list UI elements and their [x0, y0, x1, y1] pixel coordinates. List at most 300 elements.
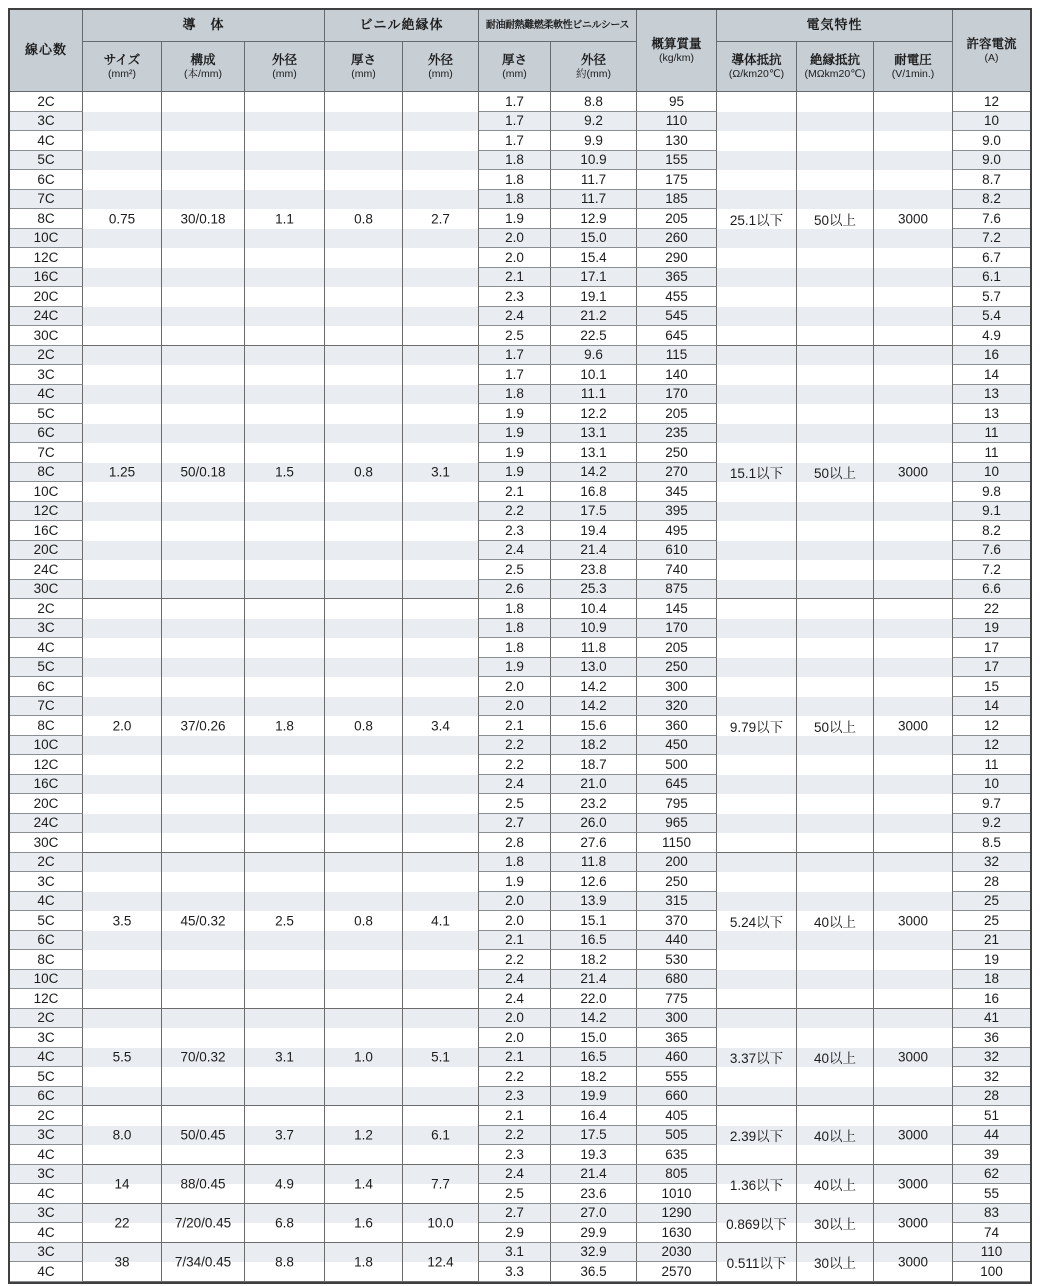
- mass-cell: 320: [637, 697, 717, 717]
- insulation-od-cell-value: 3.1: [431, 464, 450, 480]
- sub-unit: (mm): [428, 68, 453, 81]
- conductor-od-cell-value: 1.1: [275, 211, 294, 227]
- sheath-od-cell: 11.7: [551, 170, 637, 190]
- sheath-thickness-cell: 2.0: [479, 1028, 551, 1048]
- sheath-thickness-cell: 3.3: [479, 1262, 551, 1282]
- sheath-thickness-cell: 1.8: [479, 170, 551, 190]
- mass-cell: 185: [637, 190, 717, 210]
- mass-cell: 805: [637, 1165, 717, 1185]
- conductor-resistance-cell: [717, 1165, 797, 1204]
- current-cell: 4.9: [953, 326, 1030, 346]
- conductor-resistance-cell-value: 2.39以下: [729, 1129, 784, 1145]
- mass-cell: 235: [637, 424, 717, 444]
- cores-cell: 10C: [10, 229, 83, 249]
- current-cell: 39: [953, 1145, 1030, 1165]
- sub-unit: (V/1min.): [891, 68, 935, 81]
- mass-cell: 450: [637, 736, 717, 756]
- sheath-thickness-cell: 1.7: [479, 112, 551, 132]
- sheath-thickness-cell: 1.9: [479, 209, 551, 229]
- cores-cell: 4C: [10, 638, 83, 658]
- sub-label: 導体抵抗: [731, 52, 782, 67]
- sheath-od-cell: 18.2: [551, 736, 637, 756]
- conductor-od-cell-value: 1.5: [275, 464, 294, 480]
- sheath-od-cell: 16.5: [551, 931, 637, 951]
- sheath-thickness-cell: 2.1: [479, 268, 551, 288]
- insulation-resistance-cell-value: 50以上: [813, 212, 857, 228]
- insulation-od-cell-value: 6.1: [431, 1127, 450, 1143]
- current-cell: 32: [953, 1048, 1030, 1068]
- current-cell: 8.5: [953, 833, 1030, 853]
- sheath-thickness-cell: 2.3: [479, 287, 551, 307]
- mass-cell: 250: [637, 443, 717, 463]
- cores-cell: 3C: [10, 1028, 83, 1048]
- sheath-thickness-cell: 2.4: [479, 307, 551, 327]
- sheath-od-cell: 10.9: [551, 619, 637, 639]
- sheath-thickness-cell: 1.9: [479, 872, 551, 892]
- sheath-thickness-cell: 1.8: [479, 151, 551, 171]
- insulation-thickness-cell: [325, 853, 403, 1009]
- withstand-voltage-cell: [874, 1243, 953, 1282]
- insulation-resistance-cell: [797, 1106, 874, 1165]
- conductor-od-cell: [245, 346, 325, 600]
- mass-cell: 155: [637, 151, 717, 171]
- conductor-construction-cell-value: 30/0.18: [180, 211, 226, 227]
- cores-cell: 3C: [10, 1126, 83, 1146]
- withstand-voltage-cell-value: 3000: [897, 1215, 929, 1231]
- sheath-thickness-cell: 2.1: [479, 716, 551, 736]
- sheath-thickness-cell: 2.2: [479, 736, 551, 756]
- insulation-resistance-cell-value: 40以上: [813, 1051, 857, 1067]
- sub-unit: (Ω/km20℃): [728, 68, 785, 81]
- current-cell: 55: [953, 1184, 1030, 1204]
- sheath-od-cell: 22.5: [551, 326, 637, 346]
- cores-cell: 7C: [10, 697, 83, 717]
- sub-unit: (mm): [272, 68, 297, 81]
- cores-cell: 6C: [10, 931, 83, 951]
- insulation-thickness-cell: [325, 346, 403, 600]
- sheath-od-cell: 15.4: [551, 248, 637, 268]
- sheath-thickness-cell: 3.1: [479, 1243, 551, 1263]
- withstand-voltage-cell-value: 3000: [897, 913, 929, 929]
- cores-cell: 3C: [10, 619, 83, 639]
- sheath-od-cell: 12.9: [551, 209, 637, 229]
- mass-cell: 1010: [637, 1184, 717, 1204]
- current-cell: 14: [953, 697, 1030, 717]
- sheath-thickness-cell: 2.0: [479, 911, 551, 931]
- sheath-od-cell: 22.0: [551, 989, 637, 1009]
- sheath-od-cell: 21.4: [551, 541, 637, 561]
- current-cell: 12: [953, 92, 1030, 112]
- cores-cell: 2C: [10, 1106, 83, 1126]
- insulation-thickness-cell: [325, 92, 403, 346]
- insulation-thickness-cell-value: 0.8: [354, 464, 373, 480]
- mass-cell: 530: [637, 950, 717, 970]
- mass-cell: 660: [637, 1087, 717, 1107]
- insulation-thickness-cell-value: 1.2: [354, 1127, 373, 1143]
- sub-label: 厚さ: [350, 52, 376, 67]
- sheath-od-cell: 19.9: [551, 1087, 637, 1107]
- sheath-od-cell: 11.8: [551, 853, 637, 873]
- sheath-thickness-cell: 1.9: [479, 404, 551, 424]
- conductor-resistance-cell: [717, 853, 797, 1009]
- conductor-od-cell: [245, 1165, 325, 1204]
- insulation-thickness-cell-value: 0.8: [354, 211, 373, 227]
- sheath-thickness-cell: 2.7: [479, 814, 551, 834]
- sheath-od-cell: 14.2: [551, 677, 637, 697]
- insulation-thickness-cell: [325, 1204, 403, 1243]
- sheath-thickness-cell: 1.9: [479, 424, 551, 444]
- sheath-od-cell: 15.0: [551, 1028, 637, 1048]
- cores-cell: 16C: [10, 775, 83, 795]
- sheath-od-cell: 11.8: [551, 638, 637, 658]
- sheath-od-cell: 11.1: [551, 385, 637, 405]
- mass-cell: 175: [637, 170, 717, 190]
- sheath-thickness-cell: 1.9: [479, 658, 551, 678]
- conductor-size-cell: [83, 92, 162, 346]
- sub-unit: (MΩkm20℃): [804, 68, 866, 81]
- sub-label: 外径: [580, 52, 606, 67]
- header-cores: [10, 10, 83, 92]
- cores-cell: 20C: [10, 287, 83, 307]
- sheath-od-cell: 36.5: [551, 1262, 637, 1282]
- withstand-voltage-cell-value: 3000: [897, 1049, 929, 1065]
- conductor-construction-cell: [162, 1009, 245, 1107]
- current-cell: 7.6: [953, 541, 1030, 561]
- sheath-od-cell: 26.0: [551, 814, 637, 834]
- current-cell: 28: [953, 872, 1030, 892]
- cores-cell: 7C: [10, 443, 83, 463]
- current-cell: 16: [953, 346, 1030, 366]
- withstand-voltage-cell-value: 3000: [897, 1254, 929, 1270]
- mass-cell: 200: [637, 853, 717, 873]
- cores-cell: 3C: [10, 1243, 83, 1263]
- sheath-od-cell: 12.6: [551, 872, 637, 892]
- sub-unit: (本/mm): [184, 68, 222, 81]
- cores-cell: 2C: [10, 599, 83, 619]
- insulation-thickness-cell-value: 1.8: [354, 1254, 373, 1270]
- insulation-thickness-cell: [325, 1106, 403, 1165]
- conductor-size-cell-value: 38: [114, 1254, 130, 1270]
- sheath-od-cell: 9.9: [551, 131, 637, 151]
- sheath-od-cell: 14.2: [551, 1009, 637, 1029]
- sheath-od-cell: 11.7: [551, 190, 637, 210]
- sheath-thickness-cell: 2.3: [479, 1087, 551, 1107]
- header-conductor-resistance: [717, 42, 797, 92]
- current-cell: 10: [953, 775, 1030, 795]
- conductor-resistance-cell: [717, 1204, 797, 1243]
- current-cell: 10: [953, 112, 1030, 132]
- mass-cell: 205: [637, 404, 717, 424]
- insulation-resistance-cell: [797, 346, 874, 600]
- current-cell: 25: [953, 911, 1030, 931]
- sub-unit: 約(mm): [576, 68, 611, 81]
- sheath-thickness-cell: 1.8: [479, 599, 551, 619]
- sheath-thickness-cell: 2.4: [479, 989, 551, 1009]
- current-cell: 19: [953, 619, 1030, 639]
- conductor-construction-cell: [162, 346, 245, 600]
- conductor-od-cell: [245, 853, 325, 1009]
- current-cell: 7.2: [953, 560, 1030, 580]
- conductor-resistance-cell: [717, 1106, 797, 1165]
- header-sheath-title: 耐油耐熱難燃柔軟性ビニルシース: [485, 19, 630, 31]
- mass-cell: 2030: [637, 1243, 717, 1263]
- insulation-thickness-cell: [325, 1009, 403, 1107]
- insulation-resistance-cell-value: 40以上: [813, 1178, 857, 1193]
- sheath-od-cell: 25.3: [551, 580, 637, 600]
- cores-cell: 2C: [10, 853, 83, 873]
- mass-cell: 365: [637, 1028, 717, 1048]
- header-electrical-title: 電気特性: [806, 17, 863, 33]
- conductor-size-cell: [83, 346, 162, 600]
- insulation-resistance-cell: [797, 1165, 874, 1204]
- sheath-thickness-cell: 1.9: [479, 443, 551, 463]
- mass-cell: 1150: [637, 833, 717, 853]
- sheath-thickness-cell: 1.7: [479, 92, 551, 112]
- cores-cell: 24C: [10, 560, 83, 580]
- sheath-thickness-cell: 1.8: [479, 385, 551, 405]
- conductor-od-cell: [245, 92, 325, 346]
- cores-cell: 5C: [10, 404, 83, 424]
- sheath-od-cell: 18.7: [551, 755, 637, 775]
- conductor-resistance-cell-value: 0.511以下: [726, 1256, 787, 1271]
- current-cell: 5.7: [953, 287, 1030, 307]
- sheath-od-cell: 27.6: [551, 833, 637, 853]
- conductor-resistance-cell-value: 25.1以下: [729, 212, 784, 228]
- header-mass: [637, 10, 717, 92]
- sheath-thickness-cell: 2.0: [479, 248, 551, 268]
- conductor-construction-cell-value: 88/0.45: [180, 1176, 226, 1192]
- current-cell: 36: [953, 1028, 1030, 1048]
- mass-cell: 2570: [637, 1262, 717, 1282]
- conductor-od-cell-value: 4.9: [275, 1176, 294, 1192]
- current-cell: 9.1: [953, 502, 1030, 522]
- cores-cell: 2C: [10, 346, 83, 366]
- conductor-resistance-cell-value: 15.1以下: [729, 466, 784, 482]
- cores-cell: 8C: [10, 716, 83, 736]
- conductor-construction-cell: [162, 1243, 245, 1282]
- mass-cell: 460: [637, 1048, 717, 1068]
- conductor-size-cell-value: 5.5: [112, 1049, 132, 1065]
- mass-cell: 635: [637, 1145, 717, 1165]
- mass-cell: 1290: [637, 1204, 717, 1224]
- withstand-voltage-cell-value: 3000: [897, 1127, 929, 1143]
- cores-cell: 5C: [10, 911, 83, 931]
- sheath-od-cell: 18.2: [551, 1067, 637, 1087]
- sheath-thickness-cell: 2.4: [479, 970, 551, 990]
- insulation-od-cell: [403, 1009, 479, 1107]
- sheath-thickness-cell: 2.4: [479, 541, 551, 561]
- current-cell: 32: [953, 1067, 1030, 1087]
- sheath-thickness-cell: 2.4: [479, 1165, 551, 1185]
- cores-cell: 4C: [10, 892, 83, 912]
- sheath-thickness-cell: 1.8: [479, 619, 551, 639]
- cores-cell: 30C: [10, 580, 83, 600]
- sheath-od-cell: 23.2: [551, 794, 637, 814]
- sheath-thickness-cell: 1.9: [479, 463, 551, 483]
- header-current-unit: (A): [984, 52, 999, 65]
- sheath-thickness-cell: 1.8: [479, 853, 551, 873]
- mass-cell: 555: [637, 1067, 717, 1087]
- insulation-resistance-cell: [797, 853, 874, 1009]
- insulation-resistance-cell-value: 30以上: [813, 1217, 857, 1232]
- withstand-voltage-cell: [874, 92, 953, 346]
- withstand-voltage-cell-value: 3000: [897, 1176, 929, 1192]
- sheath-thickness-cell: 2.0: [479, 1009, 551, 1029]
- conductor-construction-cell-value: 50/0.18: [180, 464, 226, 480]
- current-cell: 13: [953, 385, 1030, 405]
- sheath-thickness-cell: 2.5: [479, 326, 551, 346]
- sheath-od-cell: 23.8: [551, 560, 637, 580]
- conductor-construction-cell: [162, 1165, 245, 1204]
- mass-cell: 395: [637, 502, 717, 522]
- insulation-thickness-cell-value: 0.8: [354, 913, 373, 929]
- current-cell: 14: [953, 365, 1030, 385]
- insulation-resistance-cell: [797, 1009, 874, 1107]
- cores-cell: 24C: [10, 814, 83, 834]
- sheath-od-cell: 17.1: [551, 268, 637, 288]
- sheath-od-cell: 13.0: [551, 658, 637, 678]
- current-cell: 8.7: [953, 170, 1030, 190]
- sheath-thickness-cell: 2.5: [479, 560, 551, 580]
- cores-cell: 5C: [10, 151, 83, 171]
- mass-cell: 1630: [637, 1223, 717, 1243]
- insulation-thickness-cell: [325, 1165, 403, 1204]
- insulation-thickness-cell-value: 1.0: [354, 1049, 373, 1065]
- insulation-od-cell: [403, 1243, 479, 1282]
- current-cell: 21: [953, 931, 1030, 951]
- sheath-od-cell: 21.0: [551, 775, 637, 795]
- current-cell: 7.6: [953, 209, 1030, 229]
- conductor-size-cell: [83, 1204, 162, 1243]
- sheath-thickness-cell: 1.8: [479, 190, 551, 210]
- mass-cell: 250: [637, 872, 717, 892]
- current-cell: 18: [953, 970, 1030, 990]
- header-sheath-od: [551, 42, 637, 92]
- current-cell: 13: [953, 404, 1030, 424]
- current-cell: 12: [953, 736, 1030, 756]
- sheath-thickness-cell: 2.1: [479, 931, 551, 951]
- conductor-size-cell-value: 3.5: [112, 913, 132, 929]
- current-cell: 9.2: [953, 814, 1030, 834]
- mass-cell: 345: [637, 482, 717, 502]
- sheath-od-cell: 9.2: [551, 112, 637, 132]
- mass-cell: 290: [637, 248, 717, 268]
- cores-cell: 4C: [10, 1184, 83, 1204]
- sheath-od-cell: 21.2: [551, 307, 637, 327]
- conductor-resistance-cell: [717, 599, 797, 853]
- sheath-od-cell: 9.6: [551, 346, 637, 366]
- cores-cell: 12C: [10, 989, 83, 1009]
- mass-cell: 455: [637, 287, 717, 307]
- mass-cell: 300: [637, 677, 717, 697]
- current-cell: 28: [953, 1087, 1030, 1107]
- conductor-od-cell: [245, 1204, 325, 1243]
- insulation-od-cell: [403, 1204, 479, 1243]
- withstand-voltage-cell: [874, 346, 953, 600]
- insulation-resistance-cell-value: 50以上: [813, 719, 857, 735]
- withstand-voltage-cell: [874, 1009, 953, 1107]
- current-cell: 6.7: [953, 248, 1030, 268]
- conductor-od-cell: [245, 599, 325, 853]
- sheath-thickness-cell: 1.7: [479, 365, 551, 385]
- sheath-od-cell: 13.1: [551, 443, 637, 463]
- conductor-construction-cell: [162, 1204, 245, 1243]
- mass-cell: 300: [637, 1009, 717, 1029]
- sheath-thickness-cell: 2.0: [479, 697, 551, 717]
- cores-cell: 8C: [10, 950, 83, 970]
- withstand-voltage-cell: [874, 1204, 953, 1243]
- sheath-od-cell: 19.3: [551, 1145, 637, 1165]
- insulation-thickness-cell-value: 1.6: [354, 1215, 373, 1231]
- mass-cell: 645: [637, 775, 717, 795]
- insulation-resistance-cell-value: 50以上: [813, 466, 857, 482]
- mass-cell: 260: [637, 229, 717, 249]
- cores-cell: 16C: [10, 521, 83, 541]
- cores-cell: 8C: [10, 463, 83, 483]
- current-cell: 11: [953, 424, 1030, 444]
- sheath-thickness-cell: 2.5: [479, 1184, 551, 1204]
- insulation-resistance-cell: [797, 1204, 874, 1243]
- mass-cell: 365: [637, 268, 717, 288]
- sheath-od-cell: 16.4: [551, 1106, 637, 1126]
- current-cell: 19: [953, 950, 1030, 970]
- conductor-od-cell-value: 8.8: [275, 1254, 294, 1270]
- withstand-voltage-cell-value: 3000: [897, 718, 929, 734]
- header-insulation-od: [403, 42, 479, 92]
- sheath-od-cell: 19.4: [551, 521, 637, 541]
- conductor-resistance-cell-value: 9.79以下: [729, 719, 784, 735]
- conductor-resistance-cell: [717, 346, 797, 600]
- header-conductor-od: [245, 42, 325, 92]
- sub-unit: (mm): [502, 68, 527, 81]
- header-current-label: 許容電流: [966, 36, 1017, 51]
- conductor-resistance-cell: [717, 92, 797, 346]
- mass-cell: 250: [637, 658, 717, 678]
- current-cell: 83: [953, 1204, 1030, 1224]
- mass-cell: 795: [637, 794, 717, 814]
- cores-cell: 10C: [10, 970, 83, 990]
- conductor-construction-cell: [162, 1106, 245, 1165]
- withstand-voltage-cell: [874, 1106, 953, 1165]
- mass-cell: 610: [637, 541, 717, 561]
- insulation-od-cell-value: 5.1: [431, 1049, 450, 1065]
- insulation-od-cell: [403, 853, 479, 1009]
- sheath-thickness-cell: 2.9: [479, 1223, 551, 1243]
- cores-cell: 24C: [10, 307, 83, 327]
- withstand-voltage-cell: [874, 599, 953, 853]
- sheath-od-cell: 14.2: [551, 463, 637, 483]
- header-insulation-thickness: [325, 42, 403, 92]
- insulation-od-cell-value: 3.4: [431, 718, 450, 734]
- sheath-thickness-cell: 2.0: [479, 229, 551, 249]
- header-sheath-thickness: [479, 42, 551, 92]
- conductor-size-cell: [83, 1165, 162, 1204]
- mass-cell: 370: [637, 911, 717, 931]
- conductor-size-cell: [83, 1243, 162, 1282]
- sheath-od-cell: 14.2: [551, 697, 637, 717]
- mass-cell: 645: [637, 326, 717, 346]
- header-insulation-group: [325, 10, 479, 42]
- mass-cell: 740: [637, 560, 717, 580]
- conductor-construction-cell-value: 70/0.32: [180, 1049, 226, 1065]
- header-conductor-size: [83, 42, 162, 92]
- cores-cell: 10C: [10, 482, 83, 502]
- header-current: [953, 10, 1030, 92]
- conductor-construction-cell-value: 7/20/0.45: [174, 1215, 232, 1231]
- current-cell: 17: [953, 638, 1030, 658]
- sheath-thickness-cell: 1.7: [479, 131, 551, 151]
- cores-cell: 3C: [10, 872, 83, 892]
